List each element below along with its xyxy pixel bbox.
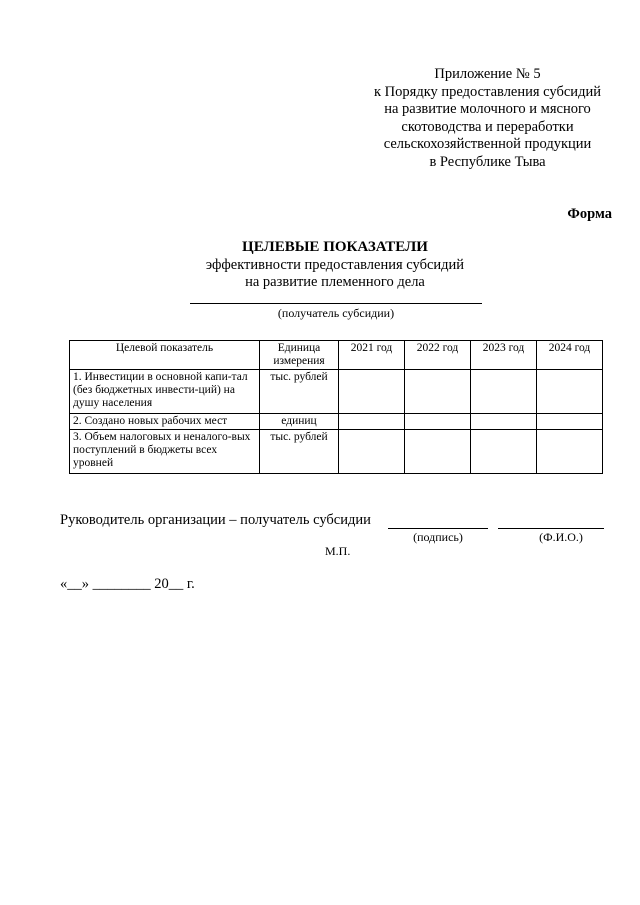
table-row <box>70 370 603 414</box>
title-main: ЦЕЛЕВЫЕ ПОКАЗАТЕЛИ <box>242 239 428 255</box>
header-year-2021: 2021 год <box>339 341 405 370</box>
indicator-cell: 1. Инвестиции в основной капи-тал (без бюджетных инвести-ций) на душу населения <box>70 370 260 414</box>
signature-label: Руководитель организации – получатель субсидии <box>60 512 371 528</box>
date-line: «__» ________ 20__ г. <box>60 576 195 592</box>
table-row <box>70 414 603 430</box>
document-title <box>130 238 540 291</box>
recipient-fill-line <box>190 303 482 304</box>
value-cell <box>405 414 471 430</box>
table-row <box>70 430 603 474</box>
value-cell <box>537 414 603 430</box>
name-fill-line <box>498 528 604 529</box>
value-cell <box>537 370 603 414</box>
value-cell <box>339 430 405 474</box>
signature-caption: (подпись) <box>413 530 463 544</box>
value-cell <box>405 370 471 414</box>
appendix-line: Приложение № 5 <box>434 66 541 82</box>
header-indicator: Целевой показатель <box>70 341 260 370</box>
indicator-cell: 2. Создано новых рабочих мест <box>70 414 260 430</box>
title-subtitle-1: эффективности предоставления субсидий <box>205 257 465 273</box>
appendix-line: к Порядку предоставления субсидий <box>374 83 601 100</box>
unit-cell: единиц <box>260 414 339 430</box>
unit-cell: тыс. рублей <box>260 430 339 474</box>
value-cell <box>471 414 537 430</box>
name-caption: (Ф.И.О.) <box>539 530 583 544</box>
appendix-line: скотоводства и переработки <box>401 118 574 135</box>
table-header-row <box>70 341 603 370</box>
appendix-line: в Республике Тыва <box>429 153 546 170</box>
appendix-line: на развитие молочного и мясного <box>384 101 591 117</box>
value-cell <box>471 430 537 474</box>
header-year-2022: 2022 год <box>405 341 471 370</box>
appendix-header <box>355 66 620 171</box>
indicator-cell: 3. Объем налоговых и неналого-вых поступлений в бюджеты всех уровней <box>70 430 260 474</box>
header-year-2024: 2024 год <box>537 341 603 370</box>
stamp-place-label: М.П. <box>325 544 351 558</box>
value-cell <box>339 370 405 414</box>
recipient-caption: (получатель субсидии) <box>277 306 395 320</box>
value-cell <box>405 430 471 474</box>
appendix-line: сельскохозяйственной продукции <box>383 136 592 152</box>
value-cell <box>471 370 537 414</box>
title-subtitle-2: на развитие племенного дела <box>245 274 425 290</box>
header-year-2023: 2023 год <box>471 341 537 370</box>
value-cell <box>537 430 603 474</box>
target-indicators-table <box>69 340 603 474</box>
value-cell <box>339 414 405 430</box>
signature-fill-line <box>388 528 488 529</box>
header-unit: Единица измерения <box>260 341 339 370</box>
form-label: Форма <box>567 206 612 222</box>
unit-cell: тыс. рублей <box>260 370 339 414</box>
